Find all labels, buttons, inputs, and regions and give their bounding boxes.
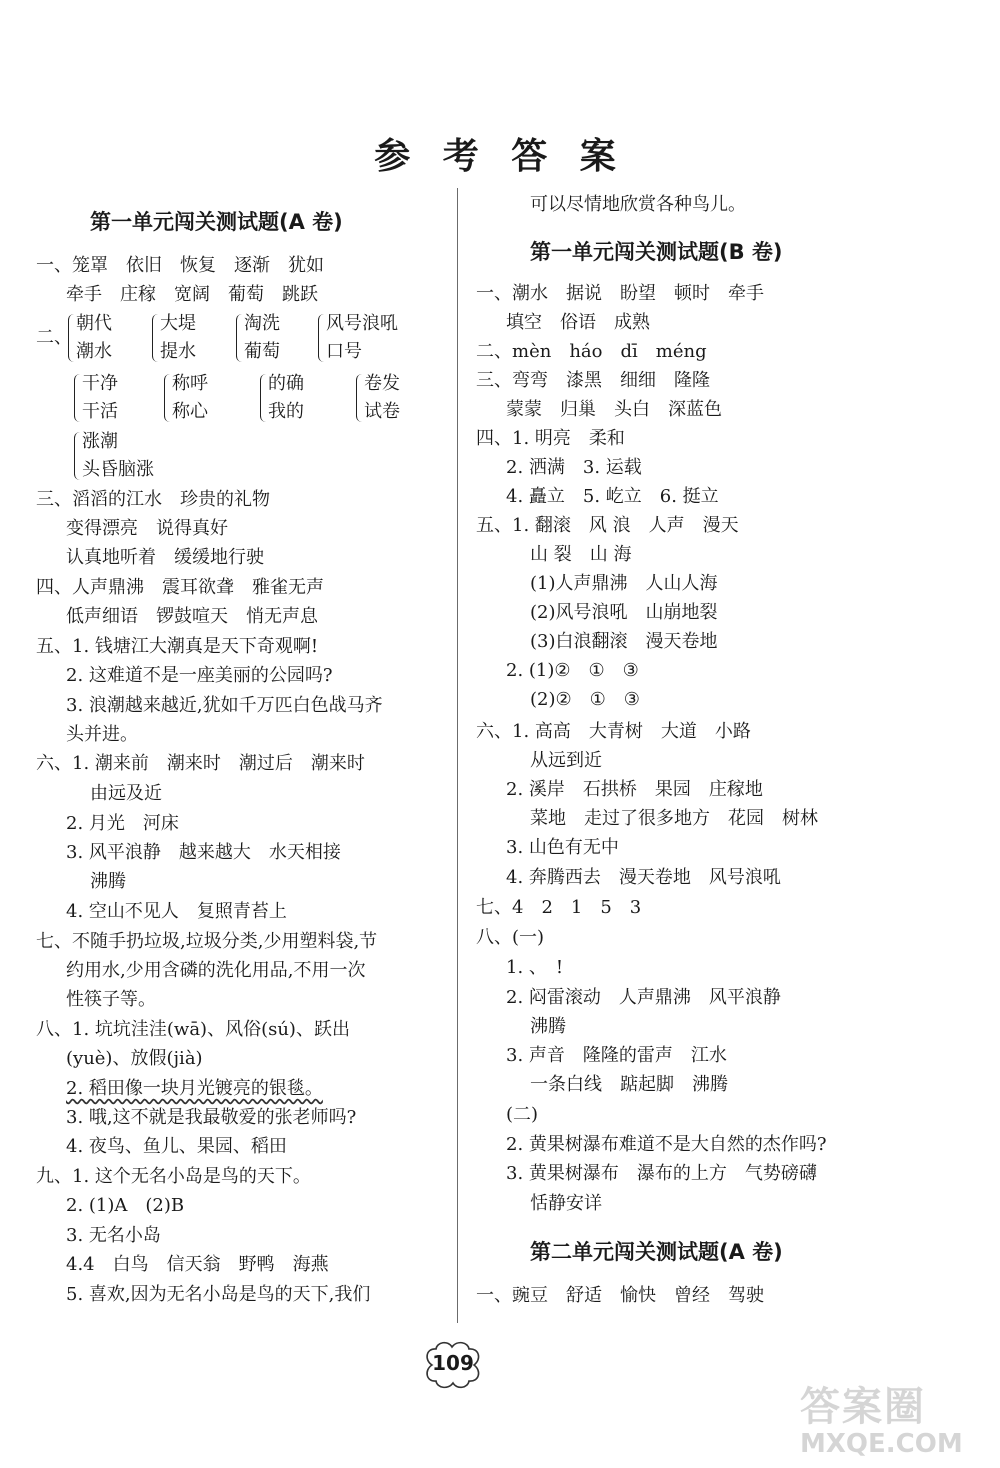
answer-line: 恬静安详 — [530, 1193, 602, 1214]
answer-line: 填空 俗语 成熟 — [506, 312, 650, 333]
answer-line: 菜地 走过了很多地方 花园 树林 — [530, 808, 818, 829]
answer-line: 2. 月光 河床 — [66, 813, 179, 834]
answer-line: 2. 溪岸 石拱桥 果园 庄稼地 — [506, 779, 763, 800]
word-pair: 称呼 称心 — [164, 370, 244, 428]
answer-line: 可以尽情地欣赏各种鸟儿。 — [530, 194, 746, 215]
answer-line: 3. 风平浪静 越来越大 水天相接 — [66, 842, 341, 863]
answer-line: 沸腾 — [530, 1016, 566, 1037]
answer-line: (1)人声鼎沸 人山人海 — [530, 573, 718, 594]
answer-line: 二、mèn háo dī méng — [476, 341, 707, 362]
page-title: 参 考 答 案 — [374, 136, 626, 177]
answer-line: 5. 喜欢,因为无名小岛是鸟的天下,我们 — [66, 1284, 371, 1305]
question-label: 二、 — [36, 327, 72, 348]
answer-line: 2. 洒满 3. 运载 — [506, 457, 642, 478]
answer-line: 3. 哦,这不就是我最敬爱的张老师吗? — [66, 1107, 357, 1128]
answer-line: 山 裂 山 海 — [530, 544, 632, 565]
answer-line: 4. 矗立 5. 屹立 6. 挺立 — [506, 486, 719, 507]
word-pair: 的确 我的 — [260, 370, 340, 428]
answer-line: 4.4 白鸟 信天翁 野鸭 海燕 — [66, 1254, 329, 1275]
answer-line: 三、滔滔的江水 珍贵的礼物 — [36, 489, 270, 510]
answer-line: 3. 山色有无中 — [506, 837, 619, 858]
answer-line: 一、笼罩 依旧 恢复 逐渐 犹如 — [36, 255, 324, 276]
answer-line: (二) — [506, 1104, 539, 1125]
section-heading-1a: 第一单元闯关测试题(A 卷) — [90, 210, 343, 234]
answer-line: 4. 奔腾西去 漫天卷地 风号浪吼 — [506, 867, 781, 888]
answer-line: 五、1. 钱塘江大潮真是天下奇观啊! — [36, 636, 319, 657]
answer-line: 七、不随手扔垃圾,垃圾分类,少用塑料袋,节 — [36, 931, 378, 952]
answer-line: 3. 浪潮越来越近,犹如千万匹白色战马齐 — [66, 695, 383, 716]
page-number-badge — [422, 1340, 484, 1390]
answer-line: 2. 黄果树瀑布难道不是大自然的杰作吗? — [506, 1134, 827, 1155]
answer-line: 4. 夜鸟、鱼儿、果园、稻田 — [66, 1136, 287, 1157]
answer-line: 五、1. 翻滚 风 浪 人声 漫天 — [476, 515, 739, 536]
answer-line: 3. 黄果树瀑布 瀑布的上方 气势磅礴 — [506, 1163, 817, 1184]
answer-line: 认真地听着 缓缓地行驶 — [66, 547, 264, 568]
answer-line: (yuè)、放假(jià) — [66, 1048, 203, 1069]
answer-line: 从远到近 — [530, 750, 602, 771]
answer-line: 八、(一) — [476, 927, 545, 948]
answer-line: (2)② ① ③ — [530, 689, 640, 710]
watermark-logo — [800, 1375, 990, 1465]
answer-line: 约用水,少用含磷的洗化用品,不用一次 — [66, 960, 366, 981]
answer-line: 牵手 庄稼 宽阔 葡萄 跳跃 — [66, 284, 318, 305]
word-pair: 干净 干活 — [74, 370, 154, 428]
answer-line: 3. 声音 隆隆的雷声 江水 — [506, 1045, 727, 1066]
answer-line: 1. 、 ! — [506, 957, 564, 978]
answer-line: (2)风号浪吼 山崩地裂 — [530, 602, 718, 623]
word-pair: 大堤 提水 — [152, 310, 232, 368]
answer-line: 一、潮水 据说 盼望 顿时 牵手 — [476, 283, 764, 304]
watermark-text: 答案圈 — [800, 1384, 926, 1430]
answer-line: 头并进。 — [66, 724, 138, 745]
answer-line: 3. 无名小岛 — [66, 1225, 161, 1246]
answer-line: 2. 稻田像一块月光镀亮的银毯。 — [66, 1078, 323, 1099]
answer-line: 九、1. 这个无名小岛是鸟的天下。 — [36, 1166, 311, 1187]
answer-line: 4. 空山不见人 复照青苔上 — [66, 901, 287, 922]
section-heading-1b: 第一单元闯关测试题(B 卷) — [530, 240, 783, 264]
answer-line: 2. (1)② ① ③ — [506, 660, 639, 681]
answer-line: 八、1. 坑坑洼洼(wā)、风俗(sú)、跃出 — [36, 1019, 350, 1040]
answer-line: 一、豌豆 舒适 愉快 曾经 驾驶 — [476, 1285, 764, 1306]
column-divider — [457, 188, 458, 1323]
word-pair: 朝代 潮水 — [68, 310, 148, 368]
answer-line: 六、1. 潮来前 潮来时 潮过后 潮来时 — [36, 753, 365, 774]
answer-line: 七、4 2 1 5 3 — [476, 897, 642, 918]
answer-line: 蒙蒙 归巢 头白 深蓝色 — [506, 399, 722, 420]
answer-line: 2. 这难道不是一座美丽的公园吗? — [66, 665, 333, 686]
word-pair: 风号浪吼 口号 — [318, 310, 428, 368]
answer-line: 性筷子等。 — [66, 989, 156, 1010]
word-pair: 涨潮 头昏脑涨 — [74, 428, 184, 486]
answer-line: 由远及近 — [90, 783, 162, 804]
answer-line: 四、人声鼎沸 震耳欲聋 雅雀无声 — [36, 577, 324, 598]
answer-line: 三、弯弯 漆黑 细细 隆隆 — [476, 370, 710, 391]
watermark-url: MXQE.COM — [800, 1429, 963, 1459]
answer-line: 2. 闷雷滚动 人声鼎沸 风平浪静 — [506, 987, 781, 1008]
answer-line: 2. (1)A (2)B — [66, 1195, 185, 1216]
answer-line: (3)白浪翻滚 漫天卷地 — [530, 631, 718, 652]
answer-line: 低声细语 锣鼓喧天 悄无声息 — [66, 606, 318, 627]
answer-line: 四、1. 明亮 柔和 — [476, 428, 625, 449]
word-pair: 淘洗 葡萄 — [236, 310, 316, 368]
section-heading-2a: 第二单元闯关测试题(A 卷) — [530, 1240, 783, 1264]
page-number: 109 — [432, 1351, 474, 1375]
word-pair: 卷发 试卷 — [356, 370, 436, 428]
answer-line: 六、1. 高高 大青树 大道 小路 — [476, 721, 751, 742]
answer-line: 一条白线 踮起脚 沸腾 — [530, 1074, 728, 1095]
answer-line: 变得漂亮 说得真好 — [66, 518, 228, 539]
answer-line: 沸腾 — [90, 871, 126, 892]
